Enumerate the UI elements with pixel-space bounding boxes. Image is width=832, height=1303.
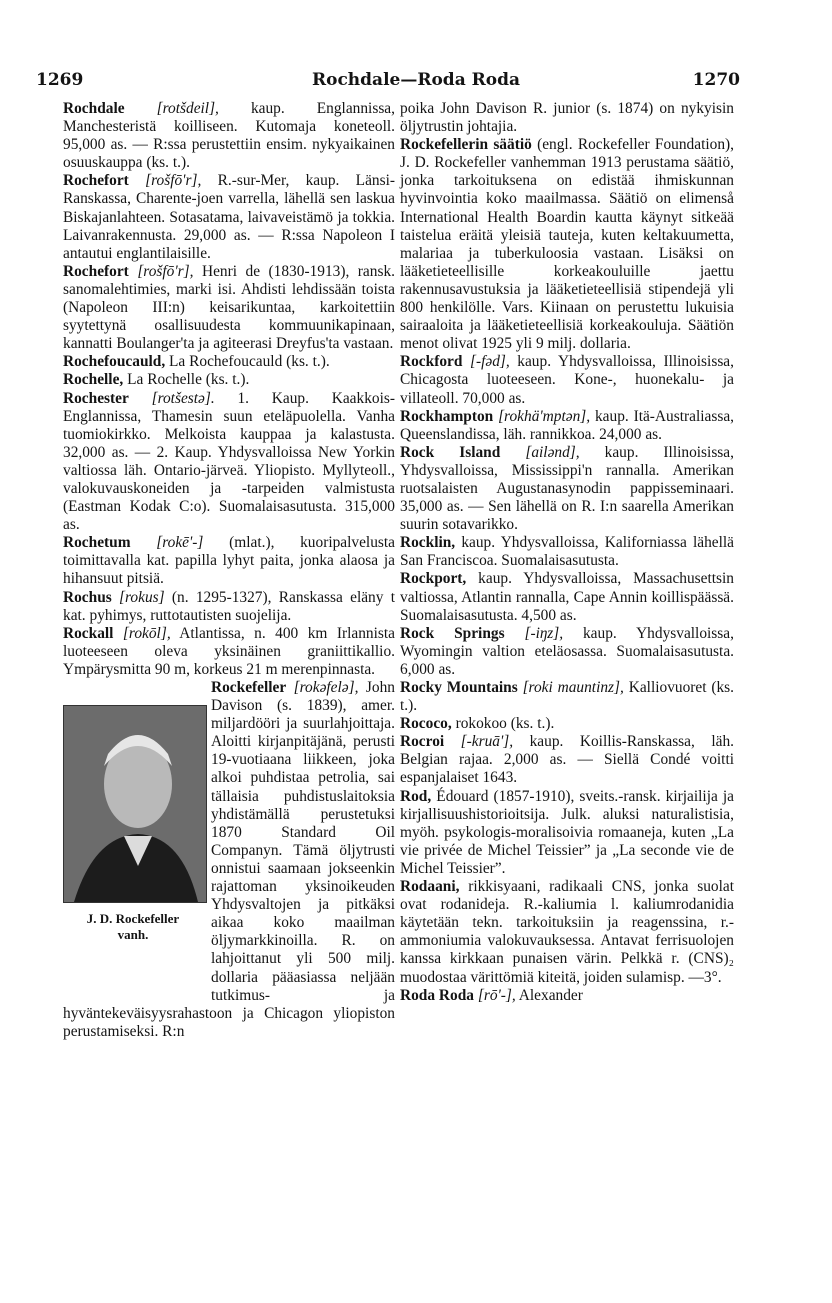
- entry-pronunciation: [rō'-],: [477, 986, 516, 1004]
- entry: [400, 625, 734, 679]
- entry: [63, 625, 395, 679]
- entry-headword: Rodaani,: [400, 878, 460, 896]
- entry-pronunciation: [rokhä'mptən],: [498, 407, 591, 425]
- entry: [400, 733, 734, 787]
- entry: [63, 589, 395, 625]
- entry: [400, 987, 734, 1005]
- entry-headword: Rochester: [63, 389, 129, 407]
- entry-headword: Rockefeller: [211, 679, 287, 696]
- entry-headword: Rock Springs: [400, 624, 505, 642]
- portrait-caption: [63, 911, 203, 943]
- entry-headword: Rockefellerin säätiö: [400, 136, 532, 154]
- entry-text: kaup. Yhdysvalloissa, Kaliforniassa lähellä San Franciscoa. Suomalaisasutusta.: [400, 534, 734, 570]
- entry: [400, 570, 734, 624]
- portrait-photo: [64, 706, 206, 902]
- entry: [63, 353, 395, 371]
- caption-line: J. D. Rockefeller: [86, 911, 180, 926]
- entry-text: kaup. Koillis-Ranskassa, läh. Belgian rajaa. 2,000 as. — Siellä Condé voitti espanjalaiset 1643.: [400, 733, 734, 787]
- entry-text: kaup. Yhdysvalloissa, Wyomingin valtion eteläosassa. Suomalaisasutusta. 6,000 as.: [400, 624, 734, 678]
- entry-pronunciation: [-iŋz],: [524, 624, 564, 642]
- entry-headword: Rochdale: [63, 100, 125, 117]
- entry-text: John Davison (s. 1839), amer. miljardööri ja suurlahjoittaja. Aloitti kirjanpitäjänä, perusti 19-vuotiaana liikkeen, joka alkoi puhdistaa petrolia, sai tällaisia puhdistuslaitoksia yhdistämällä perustetuksi 1870 Standard Oil Companyn. Tämä öljytrusti onnistui saamaan jokseenkin rajattoman yksinoikeuden Yhdysvaltojen ja pitkäksi aikaa koko maailman öljymarkkinoilla. R. on lahjoittanut yli 500 milj. dollaria pääasiassa neljään tutkimus- ja hyväntekeväisyysrahastoon ja Chicagon yliopiston perustamiseksi. R:n: [63, 679, 395, 1040]
- entry-pronunciation: [-fəd],: [469, 353, 510, 371]
- entry-headword: Rochefoucauld,: [63, 353, 166, 371]
- entry-pronunciation: [rokē'-]: [156, 534, 204, 552]
- entry-text: Kalliovuoret (ks. t.).: [400, 679, 734, 715]
- entry-headword: Rocroi: [400, 733, 445, 751]
- page-number-left: 1269: [36, 70, 84, 90]
- entry-headword: Rock Island: [400, 443, 501, 461]
- page-number-right: 1270: [692, 70, 740, 90]
- entry: [63, 371, 395, 389]
- entry-text: R.-sur-Mer, kaup. Länsi-Ranskassa, Charente-joen varrella, lähellä sen laskua Biskajanlahteen. Sotasatama, laivaveistämö ja tokkia. Laivanrakennusta. 29,000 as. — R:ssa Napoleon I antautui englantilaisille.: [63, 172, 395, 262]
- caption-line: vanh.: [117, 927, 149, 942]
- entry: [400, 100, 734, 136]
- entry-text: kaup. Yhdysvalloissa, Illinoisissa, Chicagosta luoteeseen. Kone-, huonekalu- ja villateoll. 70,000 as.: [400, 353, 734, 407]
- entry-pronunciation: [roki mauntinz],: [522, 679, 624, 696]
- entry: [63, 390, 395, 535]
- entry-headword: Rochus: [63, 588, 112, 606]
- entry-text: Atlantissa, n. 400 km Irlannista luoteeseen oleva yksinäinen graniittikallio. Ympärysmitta 90 m, korkeus 21 m merenpinnasta.: [63, 624, 395, 678]
- entry-text: Édouard (1857-1910), sveits.-ransk. kirjailija ja kirjallisuushistorioitsija. Julk. aluksi naturalistisia, myöh. psykologis-moralisoivia romaaneja, kuten „La vie privée de Michel Teissier” ja „La seconde vie de Michel Teissier”.: [400, 787, 734, 877]
- entry-pronunciation: [rokus]: [119, 588, 165, 606]
- entry: [63, 534, 395, 588]
- entry-headword: Rochetum: [63, 534, 131, 552]
- entry-text: kaup. Itä-Australiassa, Queenslandissa, läh. rannikkoa. 24,000 as.: [400, 407, 734, 443]
- entry-headword: Rocklin,: [400, 534, 456, 552]
- entry: [400, 444, 734, 534]
- entry-headword: Rockhampton: [400, 407, 494, 425]
- right-column: [400, 100, 734, 1005]
- portrait-figure: [63, 703, 203, 995]
- entry-pronunciation: [rošfō'r],: [145, 172, 202, 190]
- entry-pronunciation: [rošfō'r],: [137, 262, 194, 280]
- page-header: [0, 70, 832, 100]
- entry-headword: Rochefort: [63, 172, 129, 190]
- entry-text: (mlat.), kuoripalvelusta toimittavalla kat. papilla lyhyt paita, jonka alaosa ja hihansuut pitsiä.: [63, 534, 395, 588]
- entry: [400, 353, 734, 407]
- entry-text: kaup. Yhdysvalloissa, Massachusettsin valtiossa, Atlantin rannalla, Cape Annin koillispäässä. Suomalaisasutusta. 4,500 as.: [400, 570, 734, 624]
- entry: [63, 172, 395, 262]
- left-column: [63, 100, 395, 1041]
- entry-text: kaup. Illinoisissa, Yhdysvalloissa, Mississippi'n rannalla. Amerikan ruotsalaisten Augustanasynodin pappisseminaari. 35,000 as. — Sen lähellä on R. I:n saarella Amerikan suurin sotavarikko.: [400, 443, 734, 534]
- entry: [63, 100, 395, 172]
- entry-headword: Rockall: [63, 624, 114, 642]
- entry-headword: Rococo,: [400, 715, 452, 733]
- entry: [63, 263, 395, 353]
- entry-text: (engl. Rockefeller Foundation), J. D. Rockefeller vanhemman 1913 perustama säätiö, jonka tarkoituksena on edistää ihmiskunnan hyvinvointia koko maailmassa. Säätiö on elimenså International Health Boardin kautta käynyt sitkeää taistelua eräitä yleisiä tauteja, kuten keltakuumetta, malariaa ja tuberkuloosia vastaan. Lisäksi on lääketieteellisille korkeakouluille jaettu rakennusavustuksia ja lääketieteellisiä stipendejä yli 800 henkilölle. Vars. Kiinaan on perustettu lukuisia sairaaloita ja lääketieteellisiä korkeakouluja. Säätiön menot olivat 1925 yli 9 milj. dollaria.: [400, 136, 734, 353]
- entry-pronunciation: [ailənd],: [525, 443, 580, 461]
- entry-text: La Rochefoucauld (ks. t.).: [165, 353, 330, 371]
- entry-headword: Roda Roda: [400, 986, 474, 1004]
- entry: [400, 136, 734, 353]
- entry-text: La Rochelle (ks. t.).: [123, 371, 250, 389]
- entry-headword: Rochefort: [63, 262, 129, 280]
- entry-text: rikkisyaani, radikaali CNS, jonka suolat ovat rodanideja. R.-kaliumia l. kaliumrodanidia käytetään tekn. tarkoituksiin ja reagenssina, r.-ammoniumia valokuvauksessa. Antavat ferrisuolojen kanssa kirkkaan punaisen värin. Pelkkä r. (CNS)₂ muodostaa värittömiä kiteitä, joiden sulamisp. —3°.: [400, 878, 734, 986]
- entry-text: kaup. Englannissa, Manchesteristä koilliseen. Kutomaja koneteoll. 95,000 as. — R:ssa perustettiin ensim. nykyaikainen osuuskauppa (ks. t.).: [63, 100, 395, 172]
- entry-pronunciation: [rotšestə].: [151, 389, 215, 407]
- entry-headword: Rod,: [400, 787, 432, 805]
- entry-headword: Rochelle,: [63, 371, 124, 389]
- entry: [400, 878, 734, 987]
- entry-text: poika John Davison R. junior (s. 1874) on nykyisin öljytrustin johtajia.: [400, 100, 734, 136]
- entry-text: 1. Kaup. Kaakkois-Englannissa, Thamesin suun eteläpuolella. Vanha tuomiokirkko. Melkoista kauppaa ja kalastusta. 32,000 as. — 2. Kaup. Yhdysvalloissa New Yorkin valtiossa läh. Ontario-järveä. Yliopisto. Myllyteoll., valokuvauskoneiden ja -tarpeiden valmistusta (Eastman Kodak C:o). Suomalaisasutusta. 315,000 as.: [63, 389, 395, 534]
- entry-pronunciation: [rotšdeil],: [156, 100, 219, 117]
- entry-headword: Rockport,: [400, 570, 467, 588]
- entry-text: (n. 1295-1327), Ranskassa eläny t kat. pyhimys, ruttotautisten suojelija.: [63, 588, 395, 624]
- entry: [400, 408, 734, 444]
- entry-pronunciation: [-kruā'],: [460, 733, 514, 751]
- running-title: Rochdale—Roda Roda: [311, 70, 520, 90]
- entry-text: Alexander: [515, 986, 583, 1004]
- entry: [400, 788, 734, 878]
- entry-headword: Rocky Mountains: [400, 679, 518, 696]
- portrait-image: [63, 705, 207, 903]
- entry-text: rokokoo (ks. t.).: [451, 715, 555, 733]
- entry-pronunciation: [rokōl],: [122, 624, 171, 642]
- entry: [400, 534, 734, 570]
- entry-headword: Rockford: [400, 353, 463, 371]
- entry-text: Henri de (1830-1913), ransk. sanomalehtimies, marki isi. Ahdisti lehdissään toista (Napoleon III:n) keisarikuntaa, karkoitettiin syytettynä osallisuudesta kommuunikapinaan, kannatti Boulanger'ta ja agiteerasi Dreyfus'ta vastaan.: [63, 262, 395, 353]
- entry: [400, 679, 734, 715]
- entry: [400, 715, 734, 733]
- entry-pronunciation: [rokəfelə],: [293, 679, 359, 696]
